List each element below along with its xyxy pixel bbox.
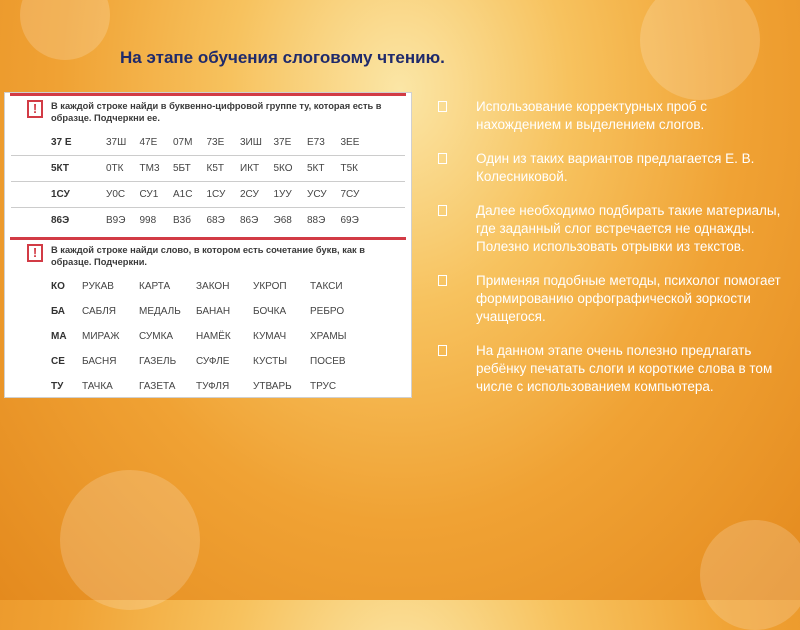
exercise-row [5, 156, 411, 181]
choice-item: БОЧКА [253, 306, 287, 317]
bullet-icon [438, 275, 447, 286]
choice-item: 3ЕЕ [340, 137, 360, 148]
choice-item: Е73 [307, 137, 325, 148]
choice-item: УТВАРЬ [253, 381, 292, 392]
background-flower [60, 470, 200, 610]
bullet-item [438, 342, 790, 396]
exercise-row [5, 374, 411, 399]
exercise-row [5, 130, 411, 155]
choice-item: ТАЧКА [82, 381, 113, 392]
sample-label: 37 Е [51, 137, 72, 148]
choice-item: ГАЗЕТА [139, 381, 176, 392]
bullet-text: Применяя подобные методы, психолог помогает формированию орфографической зоркости учащегося. [476, 273, 781, 324]
choice-item: 86Э [240, 215, 259, 226]
choice-item: ТРУС [310, 381, 337, 392]
choice-item: УКРОП [253, 281, 287, 292]
instruction-text: В каждой строке найди слово, в котором есть сочетание букв, как в образце. Подчеркни. [51, 245, 365, 267]
choice-item: БАСНЯ [82, 356, 117, 367]
sample-label: ТУ [51, 381, 64, 392]
choice-item: 1СУ [206, 189, 226, 200]
bullet-text: Один из таких вариантов предлагается Е. В. Колесниковой. [476, 151, 755, 184]
choice-item: 88Э [307, 215, 326, 226]
choice-item: ТАКСИ [310, 281, 343, 292]
exclamation-icon: ! [27, 244, 43, 262]
choice-item: ЗАКОН [196, 281, 230, 292]
sample-label: МА [51, 331, 67, 342]
choice-item: ГАЗЕЛЬ [139, 356, 177, 367]
choice-item: 5КО [273, 163, 293, 174]
exercise-section-words [5, 237, 411, 399]
choice-item: БАНАН [196, 306, 231, 317]
choice-item: КУСТЫ [253, 356, 288, 367]
choice-item: САБЛЯ [82, 306, 117, 317]
bullet-item [438, 98, 790, 134]
choice-item: Э68 [273, 215, 292, 226]
sample-label: СЕ [51, 356, 65, 367]
choice-item: 37Е [273, 137, 292, 148]
red-divider [10, 237, 406, 240]
bullet-item [438, 272, 790, 326]
bullet-list [438, 98, 790, 412]
bullet-text: Использование корректурных проб с нахождением и выделением слогов. [476, 99, 708, 132]
choice-item: А1С [173, 189, 193, 200]
choice-item: К5Т [206, 163, 224, 174]
bullet-icon [438, 345, 447, 356]
exclamation-icon: ! [27, 100, 43, 118]
exercise-row [5, 349, 411, 374]
choice-item: 47Е [139, 137, 158, 148]
choice-item: КАРТА [139, 281, 171, 292]
choice-item: 2СУ [240, 189, 259, 200]
choice-item: НАМЁК [196, 331, 231, 342]
background-flower [20, 0, 110, 60]
sample-label: 5КТ [51, 163, 70, 174]
bullet-icon [438, 205, 447, 216]
red-divider [10, 93, 406, 96]
instruction-block [5, 100, 411, 130]
choice-item: 1УУ [273, 189, 292, 200]
background-flower [640, 0, 760, 100]
exercise-rows [5, 130, 411, 233]
sample-label: КО [51, 281, 65, 292]
choice-item: 0ТК [106, 163, 124, 174]
choice-item: СУФЛЕ [196, 356, 230, 367]
exercise-row [5, 274, 411, 299]
exercise-row [5, 299, 411, 324]
choice-item: СУ1 [139, 189, 159, 200]
choice-item: ТМ3 [139, 163, 160, 174]
slide-title: На этапе обучения слоговому чтению. [120, 48, 445, 67]
choice-item: 69Э [340, 215, 359, 226]
choice-item: УСУ [307, 189, 327, 200]
choice-item: 7СУ [340, 189, 360, 200]
exercise-rows [5, 274, 411, 399]
exercise-row [5, 208, 411, 233]
exercise-row [5, 324, 411, 349]
instruction-text: В каждой строке найди в буквенно-цифровой группе ту, которая есть в образце. Подчеркни ее. [51, 101, 382, 123]
choice-item: Т5К [340, 163, 358, 174]
choice-item: КУМАЧ [253, 331, 287, 342]
bullet-text: На данном этапе очень полезно предлагать ребёнку печатать слоги и короткие слова в том числе с использованием компьютера. [476, 343, 773, 394]
choice-item: ПОСЕВ [310, 356, 346, 367]
exercise-row [5, 182, 411, 207]
bullet-icon [438, 101, 447, 112]
choice-item: ИКТ [240, 163, 260, 174]
bullet-text: Далее необходимо подбирать такие материалы, где заданный слог встречается не однажды. Полезно использовать отрывки из текстов. [476, 203, 781, 254]
choice-item: 5КТ [307, 163, 325, 174]
choice-item: РЕБРО [310, 306, 345, 317]
sample-label: БА [51, 306, 66, 317]
choice-item: 5БТ [173, 163, 191, 174]
sample-label: 1СУ [51, 189, 70, 200]
exercise-sheet-image [4, 92, 412, 398]
choice-item: МИРАЖ [82, 331, 120, 342]
choice-item: 73Е [206, 137, 225, 148]
choice-item: 3ИШ [240, 137, 262, 148]
sample-label: 86Э [51, 215, 70, 226]
choice-item: РУКАВ [82, 281, 114, 292]
choice-item: 37Ш [106, 137, 127, 148]
choice-item: 07М [173, 137, 193, 148]
background-flower [700, 520, 800, 630]
exercise-section-syllables-digits [5, 93, 411, 233]
choice-item: 998 [139, 215, 157, 226]
choice-item: МЕДАЛЬ [139, 306, 181, 317]
choice-item: В9Э [106, 215, 126, 226]
choice-item: ТУФЛЯ [196, 381, 230, 392]
choice-item: У0С [106, 189, 126, 200]
instruction-block [5, 244, 411, 274]
bullet-item [438, 202, 790, 256]
choice-item: В3б [173, 215, 191, 226]
choice-item: 68Э [206, 215, 225, 226]
bullet-item [438, 150, 790, 186]
bullet-icon [438, 153, 447, 164]
choice-item: СУМКА [139, 331, 174, 342]
choice-item: ХРАМЫ [310, 331, 347, 342]
